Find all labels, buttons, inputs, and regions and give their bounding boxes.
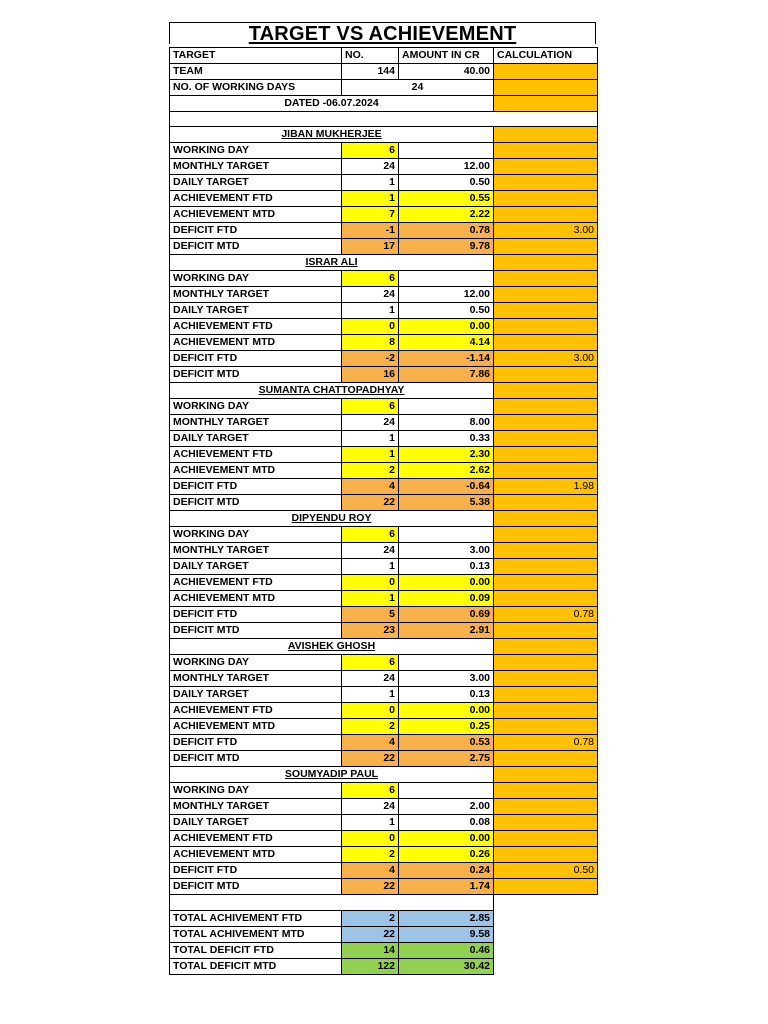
- metric-label[interactable]: DAILY TARGET: [170, 687, 342, 703]
- metric-label[interactable]: ACHIEVEMENT FTD: [170, 447, 342, 463]
- team-label[interactable]: TEAM: [170, 64, 342, 80]
- metric-no[interactable]: 1: [342, 687, 399, 703]
- member-name[interactable]: ISRAR ALI: [170, 255, 494, 271]
- metric-amount[interactable]: 0.00: [399, 575, 494, 591]
- member-name-row: [170, 639, 598, 655]
- metric-label[interactable]: MONTHLY TARGET: [170, 287, 342, 303]
- metric-amount[interactable]: 8.00: [399, 415, 494, 431]
- calc-cell[interactable]: [494, 447, 598, 463]
- metric-no[interactable]: 1: [342, 431, 399, 447]
- member-name-row: [170, 383, 598, 399]
- calc-cell[interactable]: [494, 527, 598, 543]
- working-days-label[interactable]: NO. OF WORKING DAYS: [170, 80, 342, 96]
- total-label[interactable]: TOTAL DEFICIT MTD: [170, 958, 342, 974]
- metric-row-daily-target: [170, 815, 598, 831]
- metric-label[interactable]: ACHIEVEMENT MTD: [170, 335, 342, 351]
- dated-label[interactable]: DATED -06.07.2024: [170, 96, 494, 112]
- metric-amount[interactable]: 2.22: [399, 207, 494, 223]
- metric-no[interactable]: 24: [342, 287, 399, 303]
- member-name[interactable]: JIBAN MUKHERJEE: [170, 127, 494, 143]
- member-name-row: [170, 767, 598, 783]
- metric-label[interactable]: DEFICIT MTD: [170, 623, 342, 639]
- metric-amount[interactable]: 0.09: [399, 591, 494, 607]
- metric-no[interactable]: 1: [342, 559, 399, 575]
- working-days-value[interactable]: 24: [342, 80, 494, 96]
- metric-label[interactable]: WORKING DAY: [170, 655, 342, 671]
- calc-cell[interactable]: [494, 847, 598, 863]
- metric-no[interactable]: 6: [342, 271, 399, 287]
- metric-row-daily-target: [170, 175, 598, 191]
- metric-no[interactable]: -1: [342, 223, 399, 239]
- calc-cell[interactable]: [494, 64, 598, 80]
- metric-no[interactable]: 5: [342, 607, 399, 623]
- metric-no[interactable]: -2: [342, 351, 399, 367]
- metric-row-def-ftd: [170, 479, 598, 495]
- calc-cell[interactable]: [494, 207, 598, 223]
- metric-row-daily-target: [170, 303, 598, 319]
- metric-amount[interactable]: 0.13: [399, 687, 494, 703]
- calc-cell[interactable]: [494, 175, 598, 191]
- metric-no[interactable]: 4: [342, 479, 399, 495]
- metric-amount[interactable]: 0.50: [399, 303, 494, 319]
- metric-amount[interactable]: 2.75: [399, 751, 494, 767]
- metric-amount[interactable]: 0.25: [399, 719, 494, 735]
- metric-no[interactable]: 1: [342, 591, 399, 607]
- metric-amount[interactable]: 0.33: [399, 431, 494, 447]
- total-amount[interactable]: 30.42: [399, 958, 494, 974]
- metric-label[interactable]: DAILY TARGET: [170, 815, 342, 831]
- metric-label[interactable]: MONTHLY TARGET: [170, 543, 342, 559]
- metric-amount[interactable]: 2.91: [399, 623, 494, 639]
- metric-label[interactable]: ACHIEVEMENT MTD: [170, 719, 342, 735]
- calc-cell[interactable]: [494, 127, 598, 143]
- metric-amount[interactable]: [399, 399, 494, 415]
- metric-no[interactable]: 1: [342, 447, 399, 463]
- member-name[interactable]: SUMANTA CHATTOPADHYAY: [170, 383, 494, 399]
- metric-label[interactable]: DEFICIT FTD: [170, 863, 342, 879]
- total-row-def-mtd: [170, 958, 598, 974]
- metric-no[interactable]: 2: [342, 463, 399, 479]
- header-no[interactable]: NO.: [342, 48, 399, 64]
- metric-amount[interactable]: 0.00: [399, 831, 494, 847]
- calc-cell[interactable]: [494, 271, 598, 287]
- calc-cell[interactable]: 0.50: [494, 863, 598, 879]
- metric-amount[interactable]: 0.69: [399, 607, 494, 623]
- metric-row-working-day: [170, 399, 598, 415]
- header-calculation[interactable]: CALCULATION: [494, 48, 598, 64]
- metric-amount[interactable]: 1.74: [399, 879, 494, 895]
- calc-cell[interactable]: 1.98: [494, 479, 598, 495]
- metric-row-ach-ftd: [170, 831, 598, 847]
- calc-cell[interactable]: [494, 191, 598, 207]
- metric-label[interactable]: DEFICIT FTD: [170, 479, 342, 495]
- metric-label[interactable]: ACHIEVEMENT FTD: [170, 703, 342, 719]
- metric-row-ach-mtd: [170, 847, 598, 863]
- metric-amount[interactable]: 2.00: [399, 799, 494, 815]
- calc-cell[interactable]: 3.00: [494, 223, 598, 239]
- calc-cell[interactable]: [494, 463, 598, 479]
- metric-amount[interactable]: 0.08: [399, 815, 494, 831]
- blank-cell[interactable]: [494, 942, 598, 958]
- calc-cell[interactable]: [494, 511, 598, 527]
- total-label[interactable]: TOTAL ACHIVEMENT FTD: [170, 910, 342, 926]
- sheet-title: TARGET VS ACHIEVEMENT: [169, 22, 596, 44]
- metric-label[interactable]: MONTHLY TARGET: [170, 799, 342, 815]
- calc-cell[interactable]: [494, 431, 598, 447]
- metric-label[interactable]: DEFICIT FTD: [170, 735, 342, 751]
- total-label[interactable]: TOTAL ACHIVEMENT MTD: [170, 926, 342, 942]
- metric-no[interactable]: 0: [342, 703, 399, 719]
- metric-no[interactable]: 6: [342, 655, 399, 671]
- metric-no[interactable]: 24: [342, 159, 399, 175]
- header-amount[interactable]: AMOUNT IN CR: [399, 48, 494, 64]
- metric-amount[interactable]: 9.78: [399, 239, 494, 255]
- metric-no[interactable]: 22: [342, 751, 399, 767]
- calc-cell[interactable]: [494, 575, 598, 591]
- metric-amount[interactable]: [399, 655, 494, 671]
- team-amount[interactable]: 40.00: [399, 64, 494, 80]
- metric-no[interactable]: 1: [342, 175, 399, 191]
- total-row-ach-mtd: [170, 926, 598, 942]
- calc-cell[interactable]: [494, 383, 598, 399]
- blank-cell[interactable]: [494, 958, 598, 974]
- metric-row-working-day: [170, 143, 598, 159]
- metric-no[interactable]: 22: [342, 495, 399, 511]
- metric-no[interactable]: 23: [342, 623, 399, 639]
- member-name-row: [170, 127, 598, 143]
- metric-row-def-ftd: [170, 223, 598, 239]
- metric-label[interactable]: MONTHLY TARGET: [170, 159, 342, 175]
- calc-cell[interactable]: 0.78: [494, 735, 598, 751]
- metric-amount[interactable]: 0.00: [399, 319, 494, 335]
- metric-amount[interactable]: 0.00: [399, 703, 494, 719]
- metric-row-def-mtd: [170, 751, 598, 767]
- metric-amount[interactable]: 2.30: [399, 447, 494, 463]
- metric-row-monthly-target: [170, 159, 598, 175]
- metric-amount[interactable]: -0.64: [399, 479, 494, 495]
- metric-row-daily-target: [170, 687, 598, 703]
- metric-label[interactable]: ACHIEVEMENT MTD: [170, 463, 342, 479]
- calc-cell[interactable]: [494, 639, 598, 655]
- team-row: [170, 64, 598, 80]
- metric-row-daily-target: [170, 431, 598, 447]
- calc-cell[interactable]: [494, 623, 598, 639]
- calc-cell[interactable]: [494, 831, 598, 847]
- total-amount[interactable]: 2.85: [399, 910, 494, 926]
- metric-label[interactable]: MONTHLY TARGET: [170, 671, 342, 687]
- metric-no[interactable]: 2: [342, 847, 399, 863]
- metric-row-daily-target: [170, 559, 598, 575]
- metric-label[interactable]: DEFICIT FTD: [170, 607, 342, 623]
- metric-amount[interactable]: 4.14: [399, 335, 494, 351]
- metric-row-def-mtd: [170, 495, 598, 511]
- metric-label[interactable]: ACHIEVEMENT FTD: [170, 319, 342, 335]
- metric-amount[interactable]: 0.13: [399, 559, 494, 575]
- member-name[interactable]: SOUMYADIP PAUL: [170, 767, 494, 783]
- metric-row-def-ftd: [170, 863, 598, 879]
- metric-amount[interactable]: 0.55: [399, 191, 494, 207]
- metric-amount[interactable]: 7.86: [399, 367, 494, 383]
- metric-row-monthly-target: [170, 415, 598, 431]
- metric-row-def-mtd: [170, 367, 598, 383]
- calc-cell[interactable]: [494, 415, 598, 431]
- calc-cell[interactable]: [494, 783, 598, 799]
- calc-cell[interactable]: [494, 671, 598, 687]
- metric-amount[interactable]: -1.14: [399, 351, 494, 367]
- metric-amount[interactable]: [399, 527, 494, 543]
- metric-no[interactable]: 17: [342, 239, 399, 255]
- metric-no[interactable]: 4: [342, 863, 399, 879]
- metric-label[interactable]: DAILY TARGET: [170, 175, 342, 191]
- metric-no[interactable]: 24: [342, 671, 399, 687]
- metric-amount[interactable]: 0.26: [399, 847, 494, 863]
- metric-no[interactable]: 1: [342, 191, 399, 207]
- total-row-ach-ftd: [170, 910, 598, 926]
- metric-row-working-day: [170, 527, 598, 543]
- metric-row-ach-mtd: [170, 335, 598, 351]
- metric-row-def-mtd: [170, 239, 598, 255]
- metric-label[interactable]: WORKING DAY: [170, 143, 342, 159]
- spacer-cell[interactable]: [170, 895, 494, 910]
- metric-label[interactable]: DEFICIT FTD: [170, 351, 342, 367]
- calc-cell[interactable]: [494, 687, 598, 703]
- metric-label[interactable]: WORKING DAY: [170, 399, 342, 415]
- total-no[interactable]: 22: [342, 926, 399, 942]
- metric-row-ach-ftd: [170, 703, 598, 719]
- metric-label[interactable]: ACHIEVEMENT MTD: [170, 207, 342, 223]
- blank-cell[interactable]: [494, 926, 598, 942]
- calc-cell[interactable]: [494, 655, 598, 671]
- total-row-def-ftd: [170, 942, 598, 958]
- calc-cell[interactable]: [494, 255, 598, 271]
- total-amount[interactable]: 0.46: [399, 942, 494, 958]
- calc-cell[interactable]: [494, 719, 598, 735]
- metric-no[interactable]: 6: [342, 399, 399, 415]
- metric-no[interactable]: 0: [342, 319, 399, 335]
- metric-amount[interactable]: 3.00: [399, 543, 494, 559]
- calc-cell[interactable]: [494, 399, 598, 415]
- dated-row: [170, 96, 598, 112]
- metric-row-ach-ftd: [170, 319, 598, 335]
- metric-label[interactable]: DEFICIT MTD: [170, 751, 342, 767]
- total-no[interactable]: 2: [342, 910, 399, 926]
- total-label[interactable]: TOTAL DEFICIT FTD: [170, 942, 342, 958]
- calc-cell[interactable]: [494, 287, 598, 303]
- metric-label[interactable]: WORKING DAY: [170, 783, 342, 799]
- metric-amount[interactable]: 0.78: [399, 223, 494, 239]
- metric-row-working-day: [170, 655, 598, 671]
- working-days-row: [170, 80, 598, 96]
- metric-row-def-ftd: [170, 735, 598, 751]
- calc-cell[interactable]: [494, 143, 598, 159]
- blank-cell[interactable]: [494, 895, 598, 910]
- metric-label[interactable]: ACHIEVEMENT FTD: [170, 831, 342, 847]
- metric-no[interactable]: 6: [342, 143, 399, 159]
- metric-amount[interactable]: [399, 143, 494, 159]
- metric-label[interactable]: MONTHLY TARGET: [170, 415, 342, 431]
- metric-label[interactable]: WORKING DAY: [170, 527, 342, 543]
- metric-row-def-mtd: [170, 623, 598, 639]
- metric-label[interactable]: ACHIEVEMENT MTD: [170, 847, 342, 863]
- metric-no[interactable]: 0: [342, 831, 399, 847]
- metric-no[interactable]: 8: [342, 335, 399, 351]
- spacer-row: [170, 895, 598, 910]
- metric-label[interactable]: DEFICIT MTD: [170, 239, 342, 255]
- metric-no[interactable]: 1: [342, 815, 399, 831]
- metric-row-monthly-target: [170, 799, 598, 815]
- metric-label[interactable]: DAILY TARGET: [170, 431, 342, 447]
- metric-amount[interactable]: [399, 271, 494, 287]
- metric-row-ach-mtd: [170, 207, 598, 223]
- calc-cell[interactable]: [494, 767, 598, 783]
- member-name-row: [170, 255, 598, 271]
- spacer-row: [170, 112, 598, 127]
- metric-row-def-mtd: [170, 879, 598, 895]
- metric-label[interactable]: DEFICIT MTD: [170, 879, 342, 895]
- calc-cell[interactable]: [494, 543, 598, 559]
- metric-amount[interactable]: 0.53: [399, 735, 494, 751]
- metric-row-monthly-target: [170, 543, 598, 559]
- metric-no[interactable]: 24: [342, 415, 399, 431]
- metric-row-ach-mtd: [170, 463, 598, 479]
- metric-no[interactable]: 22: [342, 879, 399, 895]
- calc-cell[interactable]: [494, 591, 598, 607]
- total-no[interactable]: 122: [342, 958, 399, 974]
- metric-label[interactable]: DAILY TARGET: [170, 303, 342, 319]
- metric-label[interactable]: DEFICIT MTD: [170, 367, 342, 383]
- calc-cell[interactable]: [494, 559, 598, 575]
- calc-cell[interactable]: [494, 80, 598, 96]
- calc-cell[interactable]: [494, 96, 598, 112]
- metric-amount[interactable]: 12.00: [399, 159, 494, 175]
- metric-amount[interactable]: 0.24: [399, 863, 494, 879]
- metric-row-ach-ftd: [170, 191, 598, 207]
- metric-amount[interactable]: [399, 783, 494, 799]
- metric-label[interactable]: ACHIEVEMENT MTD: [170, 591, 342, 607]
- calc-cell[interactable]: [494, 495, 598, 511]
- metric-amount[interactable]: 0.50: [399, 175, 494, 191]
- calc-cell[interactable]: [494, 703, 598, 719]
- metric-no[interactable]: 0: [342, 575, 399, 591]
- total-amount[interactable]: 9.58: [399, 926, 494, 942]
- metric-label[interactable]: DAILY TARGET: [170, 559, 342, 575]
- metric-row-ach-ftd: [170, 447, 598, 463]
- calc-cell[interactable]: [494, 879, 598, 895]
- metric-row-monthly-target: [170, 287, 598, 303]
- metric-label[interactable]: DEFICIT MTD: [170, 495, 342, 511]
- metric-row-def-ftd: [170, 351, 598, 367]
- metric-amount[interactable]: 12.00: [399, 287, 494, 303]
- team-no[interactable]: 144: [342, 64, 399, 80]
- metric-row-ach-mtd: [170, 591, 598, 607]
- member-name[interactable]: AVISHEK GHOSH: [170, 639, 494, 655]
- metric-no[interactable]: 16: [342, 367, 399, 383]
- spacer-cell[interactable]: [170, 112, 598, 127]
- blank-cell[interactable]: [494, 910, 598, 926]
- metric-no[interactable]: 1: [342, 303, 399, 319]
- calc-cell[interactable]: [494, 367, 598, 383]
- metric-no[interactable]: 24: [342, 799, 399, 815]
- calc-cell[interactable]: [494, 335, 598, 351]
- calc-cell[interactable]: [494, 815, 598, 831]
- member-name-row: [170, 511, 598, 527]
- metric-no[interactable]: 24: [342, 543, 399, 559]
- calc-cell[interactable]: [494, 319, 598, 335]
- metric-amount[interactable]: 2.62: [399, 463, 494, 479]
- calc-cell[interactable]: [494, 303, 598, 319]
- metric-no[interactable]: 4: [342, 735, 399, 751]
- metric-row-ach-mtd: [170, 719, 598, 735]
- header-row: [170, 48, 598, 64]
- metric-row-def-ftd: [170, 607, 598, 623]
- metric-no[interactable]: 7: [342, 207, 399, 223]
- calc-cell[interactable]: [494, 239, 598, 255]
- metric-label[interactable]: ACHIEVEMENT FTD: [170, 191, 342, 207]
- metric-label[interactable]: WORKING DAY: [170, 271, 342, 287]
- calc-cell[interactable]: 3.00: [494, 351, 598, 367]
- calc-cell[interactable]: [494, 751, 598, 767]
- total-no[interactable]: 14: [342, 942, 399, 958]
- metric-amount[interactable]: 3.00: [399, 671, 494, 687]
- metric-row-ach-ftd: [170, 575, 598, 591]
- calc-cell[interactable]: [494, 159, 598, 175]
- target-table: [169, 47, 598, 975]
- metric-amount[interactable]: 5.38: [399, 495, 494, 511]
- metric-no[interactable]: 6: [342, 527, 399, 543]
- metric-label[interactable]: ACHIEVEMENT FTD: [170, 575, 342, 591]
- calc-cell[interactable]: [494, 799, 598, 815]
- metric-label[interactable]: DEFICIT FTD: [170, 223, 342, 239]
- header-target[interactable]: TARGET: [170, 48, 342, 64]
- metric-row-monthly-target: [170, 671, 598, 687]
- metric-row-working-day: [170, 783, 598, 799]
- metric-no[interactable]: 2: [342, 719, 399, 735]
- member-name[interactable]: DIPYENDU ROY: [170, 511, 494, 527]
- metric-no[interactable]: 6: [342, 783, 399, 799]
- metric-row-working-day: [170, 271, 598, 287]
- calc-cell[interactable]: 0.78: [494, 607, 598, 623]
